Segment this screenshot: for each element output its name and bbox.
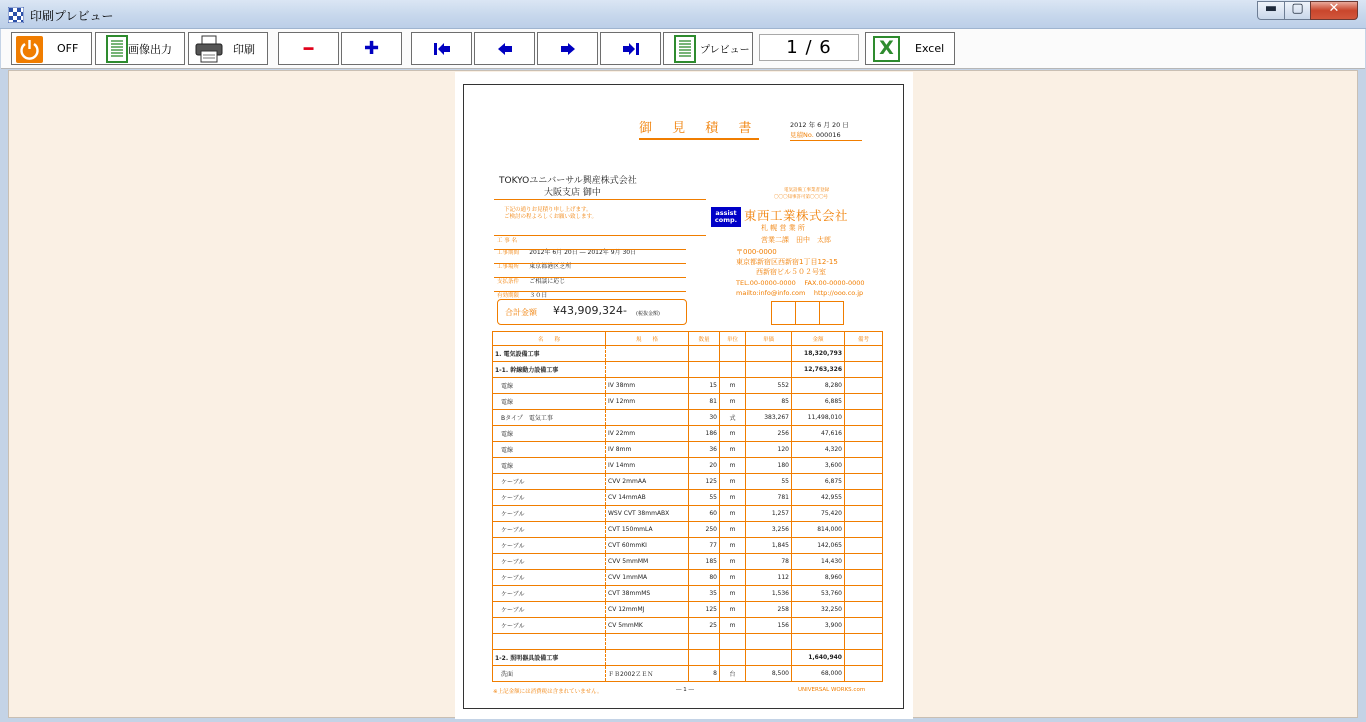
table-cell-unit: m bbox=[720, 570, 746, 586]
table-cell-price bbox=[746, 634, 792, 650]
table-cell-name: ケーブル bbox=[493, 538, 606, 554]
table-row bbox=[493, 346, 883, 362]
table-cell-note bbox=[845, 346, 883, 362]
table-cell-unit: m bbox=[720, 618, 746, 634]
close-icon: ✕ bbox=[1328, 1, 1340, 16]
image-output-label: 画像出力 bbox=[128, 42, 172, 56]
table-cell-qty: 20 bbox=[689, 458, 720, 474]
arrow-right-icon bbox=[560, 42, 576, 56]
table-cell-qty: 125 bbox=[689, 474, 720, 490]
doc-no-label: 見積No. bbox=[790, 131, 814, 139]
table-cell-price: 85 bbox=[746, 394, 792, 410]
company-web: mailto:info@info.com http://ooo.co.jp bbox=[736, 289, 864, 297]
printer-icon bbox=[194, 35, 224, 63]
table-cell-amount: 75,420 bbox=[792, 506, 845, 522]
table-cell-price: 781 bbox=[746, 490, 792, 506]
table-cell-price: 8,500 bbox=[746, 666, 792, 682]
maximize-button[interactable] bbox=[1284, 1, 1311, 20]
table-cell-amount: 8,960 bbox=[792, 570, 845, 586]
table-cell-name: 電線 bbox=[493, 426, 606, 442]
table-cell-name bbox=[493, 634, 606, 650]
table-cell-name: 洗面 bbox=[493, 666, 606, 682]
table-cell-qty: 185 bbox=[689, 554, 720, 570]
table-cell-spec: CVT 38mmMS bbox=[606, 586, 689, 602]
table-cell-unit: m bbox=[720, 602, 746, 618]
title-bar[interactable] bbox=[0, 0, 1366, 29]
table-cell-name: 1. 電気設備工事 bbox=[493, 346, 606, 362]
field-value: ３０日 bbox=[529, 292, 548, 299]
table-cell-unit: m bbox=[720, 538, 746, 554]
print-label: 印刷 bbox=[233, 42, 255, 56]
table-cell-name: 電線 bbox=[493, 394, 606, 410]
table-cell-note bbox=[845, 570, 883, 586]
table-cell-amount bbox=[792, 634, 845, 650]
table-cell-note bbox=[845, 490, 883, 506]
table-cell-qty bbox=[689, 362, 720, 378]
table-cell-amount: 142,065 bbox=[792, 538, 845, 554]
table-cell-spec bbox=[606, 634, 689, 650]
print-button[interactable] bbox=[188, 32, 268, 65]
table-cell-price: 256 bbox=[746, 426, 792, 442]
table-cell-amount: 11,498,010 bbox=[792, 410, 845, 426]
first-page-button[interactable] bbox=[411, 32, 472, 65]
table-cell-spec: WSV CVT 38mmABX bbox=[606, 506, 689, 522]
table-cell-price: 1,257 bbox=[746, 506, 792, 522]
table-cell-note bbox=[845, 586, 883, 602]
excel-icon bbox=[873, 36, 900, 62]
table-row bbox=[493, 490, 883, 506]
table-cell-note bbox=[845, 538, 883, 554]
excel-icon-glyph: X bbox=[879, 37, 894, 59]
table-cell-amount: 53,760 bbox=[792, 586, 845, 602]
company-phone: TEL.00-0000-0000 FAX.00-0000-0000 bbox=[736, 279, 865, 287]
table-cell-unit: m bbox=[720, 490, 746, 506]
table-cell-qty bbox=[689, 650, 720, 666]
preview-area[interactable] bbox=[8, 70, 1358, 718]
table-row bbox=[493, 666, 883, 682]
table-cell-unit: m bbox=[720, 506, 746, 522]
seal-box bbox=[795, 301, 820, 325]
power-icon bbox=[16, 36, 43, 63]
total-box bbox=[497, 299, 687, 325]
table-cell-unit: m bbox=[720, 586, 746, 602]
company-name: 東西工業株式会社 bbox=[744, 208, 849, 223]
first-page-icon bbox=[433, 42, 451, 56]
table-cell-amount: 4,320 bbox=[792, 442, 845, 458]
maximize-icon: ▢ bbox=[1291, 1, 1304, 16]
table-row bbox=[493, 634, 883, 650]
zoom-in-button[interactable] bbox=[341, 32, 402, 65]
preview-button[interactable] bbox=[663, 32, 753, 65]
table-cell-note bbox=[845, 634, 883, 650]
table-cell-name: ケーブル bbox=[493, 474, 606, 490]
table-cell-spec: CV 5mmMK bbox=[606, 618, 689, 634]
field-label: 支払条件 bbox=[497, 279, 520, 285]
table-cell-amount: 32,250 bbox=[792, 602, 845, 618]
table-cell-price: 258 bbox=[746, 602, 792, 618]
client-name: TOKYOユニバーサル興産株式会社 bbox=[499, 176, 637, 186]
table-cell-spec: CV 14mmAB bbox=[606, 490, 689, 506]
table-row bbox=[493, 618, 883, 634]
table-cell-name: 電線 bbox=[493, 378, 606, 394]
table-cell-note bbox=[845, 442, 883, 458]
table-cell-note bbox=[845, 458, 883, 474]
table-cell-spec: IV 8mm bbox=[606, 442, 689, 458]
table-cell-name: ケーブル bbox=[493, 506, 606, 522]
table-cell-name: ケーブル bbox=[493, 554, 606, 570]
table-cell-note bbox=[845, 394, 883, 410]
table-cell-note bbox=[845, 362, 883, 378]
table-row bbox=[493, 426, 883, 442]
table-cell-amount: 47,616 bbox=[792, 426, 845, 442]
table-cell-unit: m bbox=[720, 426, 746, 442]
company-logo bbox=[711, 207, 741, 227]
table-cell-note bbox=[845, 618, 883, 634]
table-cell-name: 電線 bbox=[493, 442, 606, 458]
page-counter: 1 / 6 bbox=[759, 34, 859, 61]
image-output-button[interactable] bbox=[95, 32, 185, 65]
table-cell-unit bbox=[720, 650, 746, 666]
table-row bbox=[493, 458, 883, 474]
footer-note: ※上記金額には消費税は含まれていません。 bbox=[493, 689, 603, 695]
table-cell-qty: 80 bbox=[689, 570, 720, 586]
field-value: ご相談に応じ bbox=[529, 278, 566, 285]
table-cell-amount: 814,000 bbox=[792, 522, 845, 538]
table-cell-name: ケーブル bbox=[493, 570, 606, 586]
field-label: 工 事 名 bbox=[497, 238, 517, 244]
table-cell-price: 112 bbox=[746, 570, 792, 586]
excel-label: Excel bbox=[915, 42, 945, 55]
table-cell-name: ケーブル bbox=[493, 490, 606, 506]
table-cell-price: 156 bbox=[746, 618, 792, 634]
table-cell-amount: 1,640,940 bbox=[792, 650, 845, 666]
table-cell-qty: 8 bbox=[689, 666, 720, 682]
total-value: ¥43,909,324- bbox=[553, 304, 627, 317]
table-cell-price: 383,267 bbox=[746, 410, 792, 426]
preview-document-icon bbox=[674, 35, 696, 63]
minimize-button[interactable] bbox=[1257, 1, 1285, 20]
document-icon bbox=[106, 35, 128, 63]
company-branch: 札 幌 営 業 所 bbox=[761, 224, 805, 232]
table-row bbox=[493, 410, 883, 426]
table-row bbox=[493, 650, 883, 666]
field-label: 有効期限 bbox=[497, 293, 520, 299]
table-cell-note bbox=[845, 666, 883, 682]
table-cell-note bbox=[845, 378, 883, 394]
table-cell-note bbox=[845, 474, 883, 490]
date-block bbox=[790, 120, 849, 140]
table-header-cell: 単位 bbox=[720, 332, 746, 346]
document-date: 2012 年 6 月 20 日 bbox=[790, 121, 849, 129]
footer-brand: UNIVERSAL WORKS.com bbox=[798, 687, 866, 693]
table-cell-qty: 35 bbox=[689, 586, 720, 602]
table-cell-spec: CVV 1mmMA bbox=[606, 570, 689, 586]
table-cell-price: 1,536 bbox=[746, 586, 792, 602]
table-row bbox=[493, 554, 883, 570]
table-header-cell: 名 称 bbox=[493, 332, 606, 346]
intro-line-1: 下記の通りお見積り申し上げます。 bbox=[504, 207, 592, 213]
table-cell-amount: 18,320,793 bbox=[792, 346, 845, 362]
table-cell-name: Bタイプ 電気工事 bbox=[493, 410, 606, 426]
table-cell-price: 3,256 bbox=[746, 522, 792, 538]
table-cell-note bbox=[845, 410, 883, 426]
table-row bbox=[493, 394, 883, 410]
logo-line: assist bbox=[715, 209, 737, 217]
table-cell-price bbox=[746, 650, 792, 666]
company-address-2: 西新宿ビル５０２号室 bbox=[756, 268, 826, 276]
table-cell-qty: 77 bbox=[689, 538, 720, 554]
table-header-cell: 規 格 bbox=[606, 332, 689, 346]
minimize-icon: ▬ bbox=[1264, 1, 1278, 16]
arrow-left-icon bbox=[497, 42, 513, 56]
table-row bbox=[493, 522, 883, 538]
toolbar bbox=[1, 29, 1365, 69]
field-label: 工事期間 bbox=[497, 250, 520, 256]
table-header-cell: 単価 bbox=[746, 332, 792, 346]
table-cell-note bbox=[845, 426, 883, 442]
table-cell-unit: m bbox=[720, 458, 746, 474]
table-cell-spec: CVT 150mmLA bbox=[606, 522, 689, 538]
prev-page-button[interactable] bbox=[474, 32, 535, 65]
total-note: (税抜金額) bbox=[636, 311, 660, 317]
table-cell-spec: CV 12mmMJ bbox=[606, 602, 689, 618]
table-cell-price bbox=[746, 362, 792, 378]
field-label: 工事場所 bbox=[497, 264, 520, 270]
table-cell-qty: 81 bbox=[689, 394, 720, 410]
table-row bbox=[493, 474, 883, 490]
preview-label: プレビュー bbox=[700, 45, 750, 56]
table-cell-unit: m bbox=[720, 378, 746, 394]
document-heading: 御 見 積 書 bbox=[639, 117, 759, 140]
table-cell-spec: IV 12mm bbox=[606, 394, 689, 410]
seal-box bbox=[819, 301, 844, 325]
table-cell-unit: m bbox=[720, 522, 746, 538]
table-cell-name: ケーブル bbox=[493, 602, 606, 618]
table-row bbox=[493, 362, 883, 378]
doc-no: 000016 bbox=[815, 131, 841, 139]
last-page-icon bbox=[622, 42, 640, 56]
table-row bbox=[493, 538, 883, 554]
table-cell-unit: 式 bbox=[720, 410, 746, 426]
table-cell-qty: 36 bbox=[689, 442, 720, 458]
table-cell-price bbox=[746, 346, 792, 362]
table-cell-note bbox=[845, 554, 883, 570]
table-cell-qty: 55 bbox=[689, 490, 720, 506]
table-row bbox=[493, 602, 883, 618]
table-cell-spec: IV 14mm bbox=[606, 458, 689, 474]
table-header-cell: 金額 bbox=[792, 332, 845, 346]
table-cell-price: 180 bbox=[746, 458, 792, 474]
table-cell-qty: 60 bbox=[689, 506, 720, 522]
table-cell-name: 1-1. 幹線動力設備工事 bbox=[493, 362, 606, 378]
page-frame bbox=[463, 84, 904, 709]
table-cell-unit: m bbox=[720, 474, 746, 490]
close-button[interactable] bbox=[1310, 1, 1358, 20]
table-cell-qty: 250 bbox=[689, 522, 720, 538]
company-person: 営業二課 田中 太郎 bbox=[761, 236, 831, 244]
table-cell-note bbox=[845, 522, 883, 538]
table-cell-note bbox=[845, 602, 883, 618]
table-row bbox=[493, 586, 883, 602]
company-address-1: 東京都新宿区西新宿1丁目12-15 bbox=[736, 258, 838, 266]
table-cell-spec: IV 22mm bbox=[606, 426, 689, 442]
table-cell-qty: 15 bbox=[689, 378, 720, 394]
field-value: 2012年 6月 20日 ― 2012年 9月 30日 bbox=[529, 249, 637, 256]
client-branch: 大阪支店 御中 bbox=[544, 188, 601, 198]
plus-icon: ✚ bbox=[363, 38, 380, 59]
table-row bbox=[493, 506, 883, 522]
table-cell-unit bbox=[720, 362, 746, 378]
last-page-button[interactable] bbox=[600, 32, 661, 65]
table-cell-price: 120 bbox=[746, 442, 792, 458]
logo-line: comp. bbox=[714, 216, 738, 224]
table-cell-spec: CVV 5mmMM bbox=[606, 554, 689, 570]
table-cell-note bbox=[845, 506, 883, 522]
table-row bbox=[493, 378, 883, 394]
table-header-cell: 数量 bbox=[689, 332, 720, 346]
window-title: 印刷プレビュー bbox=[30, 9, 114, 23]
table-cell-spec bbox=[606, 410, 689, 426]
table-cell-spec bbox=[606, 362, 689, 378]
excel-button[interactable] bbox=[865, 32, 955, 65]
table-header-row bbox=[493, 332, 883, 346]
next-page-button[interactable] bbox=[537, 32, 598, 65]
table-row bbox=[493, 442, 883, 458]
table-cell-name: ケーブル bbox=[493, 586, 606, 602]
table-row bbox=[493, 570, 883, 586]
table-cell-qty bbox=[689, 634, 720, 650]
table-cell-amount: 6,875 bbox=[792, 474, 845, 490]
seal-box bbox=[771, 301, 796, 325]
table-cell-unit bbox=[720, 346, 746, 362]
minus-icon: ━ bbox=[303, 39, 314, 58]
table-cell-spec: ＦＢ2002ＺＥＮ bbox=[606, 666, 689, 682]
table-cell-name: 1-2. 照明器具設備工事 bbox=[493, 650, 606, 666]
table-cell-amount: 42,955 bbox=[792, 490, 845, 506]
app-icon bbox=[8, 7, 24, 23]
table-cell-qty: 125 bbox=[689, 602, 720, 618]
company-tagline-2: 〇〇〇知事許可第〇〇〇号 bbox=[774, 195, 828, 200]
total-label: 合計金額 bbox=[505, 308, 537, 317]
off-button[interactable] bbox=[11, 32, 92, 65]
table-cell-spec: CVV 2mmAA bbox=[606, 474, 689, 490]
intro-line-2: ご検討の程よろしくお願い致します。 bbox=[504, 214, 598, 220]
table-cell-qty: 30 bbox=[689, 410, 720, 426]
table-cell-price: 55 bbox=[746, 474, 792, 490]
table-header-cell: 備考 bbox=[845, 332, 883, 346]
table-cell-amount: 3,900 bbox=[792, 618, 845, 634]
zoom-out-button[interactable] bbox=[278, 32, 339, 65]
table-cell-qty: 186 bbox=[689, 426, 720, 442]
page-number: ― 1 ― bbox=[676, 687, 694, 693]
table-cell-name: ケーブル bbox=[493, 618, 606, 634]
estimate-table bbox=[492, 331, 883, 682]
table-cell-unit: m bbox=[720, 394, 746, 410]
table-cell-qty bbox=[689, 346, 720, 362]
table-cell-amount: 12,763,326 bbox=[792, 362, 845, 378]
field-value: 東京都港区芝所 bbox=[529, 263, 572, 270]
table-cell-spec bbox=[606, 650, 689, 666]
table-cell-name: 電線 bbox=[493, 458, 606, 474]
table-cell-qty: 25 bbox=[689, 618, 720, 634]
company-postal: 〒000-0000 bbox=[736, 248, 777, 256]
table-cell-amount: 8,280 bbox=[792, 378, 845, 394]
table-cell-amount: 3,600 bbox=[792, 458, 845, 474]
company-tagline-1: 電気設備工事業者登録 bbox=[784, 188, 829, 193]
table-cell-spec: CVT 60mmKI bbox=[606, 538, 689, 554]
table-cell-spec: IV 38mm bbox=[606, 378, 689, 394]
table-cell-unit: 台 bbox=[720, 666, 746, 682]
table-cell-price: 78 bbox=[746, 554, 792, 570]
table-cell-price: 552 bbox=[746, 378, 792, 394]
table-cell-spec bbox=[606, 346, 689, 362]
table-cell-note bbox=[845, 650, 883, 666]
table-cell-unit bbox=[720, 634, 746, 650]
table-cell-amount: 14,430 bbox=[792, 554, 845, 570]
table-cell-name: ケーブル bbox=[493, 522, 606, 538]
table-cell-unit: m bbox=[720, 554, 746, 570]
preview-page bbox=[455, 72, 913, 719]
off-label: OFF bbox=[57, 42, 79, 55]
table-cell-amount: 6,885 bbox=[792, 394, 845, 410]
table-cell-unit: m bbox=[720, 442, 746, 458]
table-cell-amount: 68,000 bbox=[792, 666, 845, 682]
table-cell-price: 1,845 bbox=[746, 538, 792, 554]
